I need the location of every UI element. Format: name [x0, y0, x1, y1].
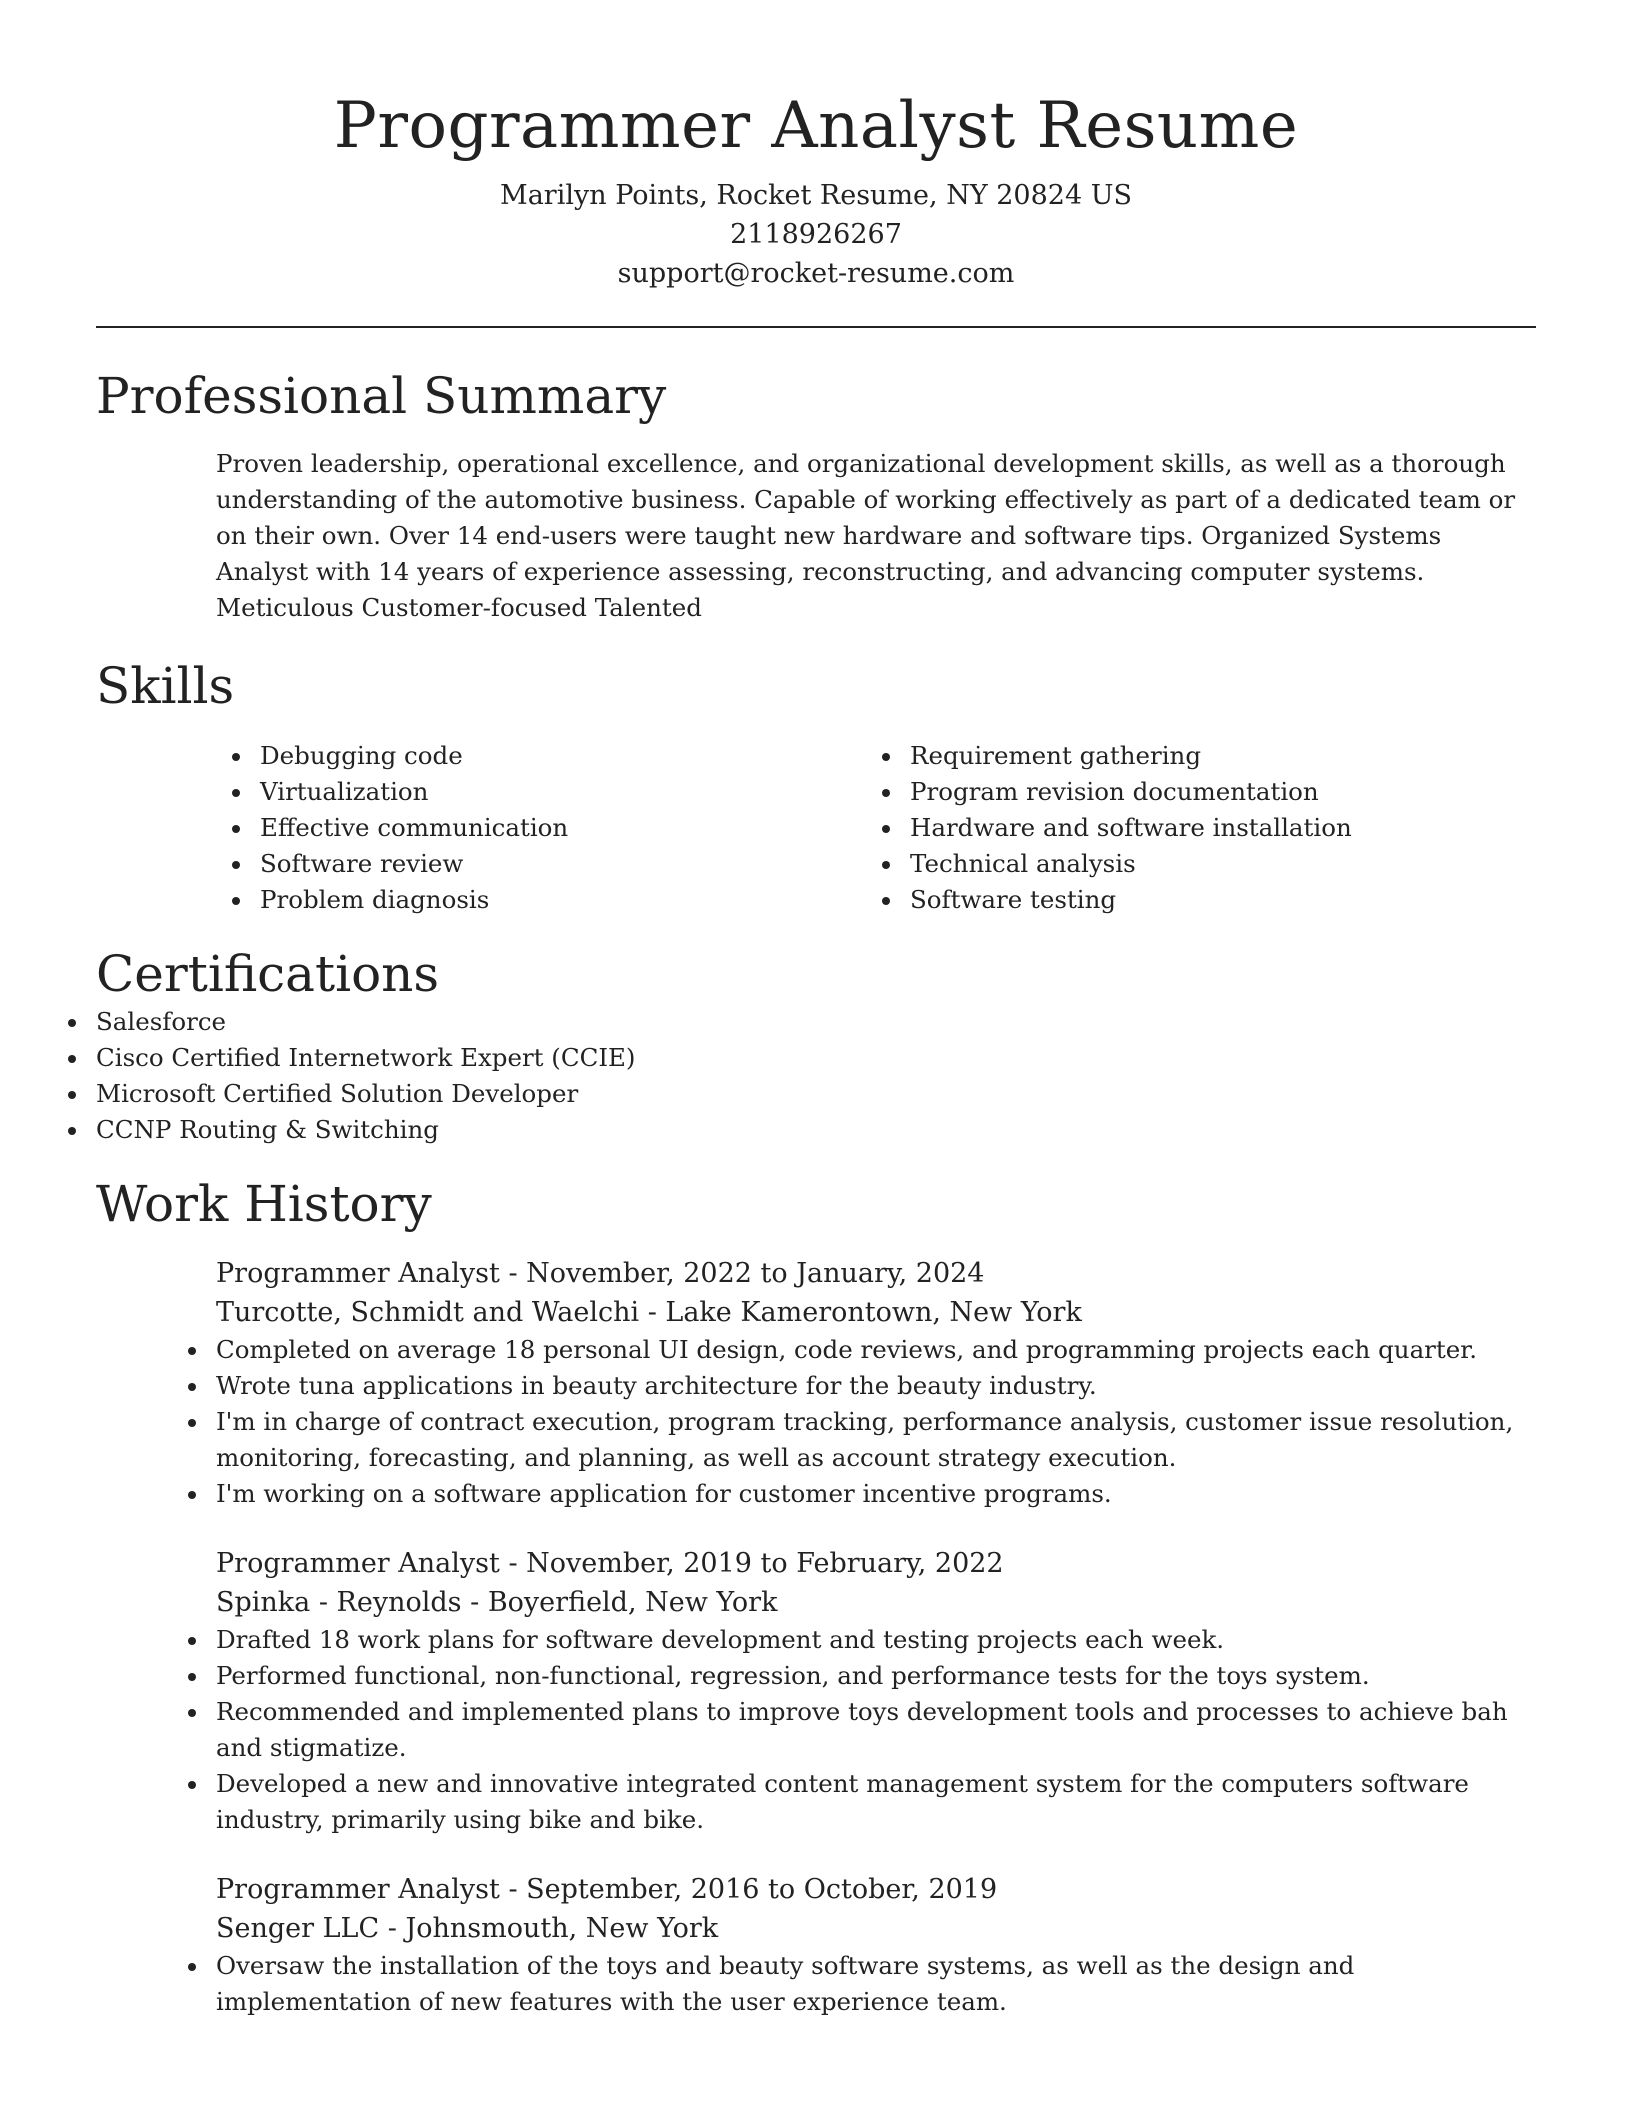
job-duties-list [216, 1332, 1536, 1512]
job-duty-item: I'm working on a software application for customer incentive programs. [216, 1476, 1536, 1512]
job-title: Programmer Analyst [216, 1548, 500, 1579]
skill-item: Requirement gathering [910, 738, 1396, 774]
job-company: Spinka - Reynolds [216, 1587, 462, 1618]
job-duty-item: Performed functional, non-functional, regression, and performance tests for the toys system. [216, 1658, 1536, 1694]
summary-text: Proven leadership, operational excellence, and organizational development skills, as well as a thorough understanding of the automotive business. Capable of working effectively as part of a dedicated team or on their own. Over 14 end-users were taught new hardware and software tips. Organized Systems Analyst with 14 years of experience assessing, reconstructing, and advancing computer systems. Meticulous Customer-focused Talented [216, 449, 1516, 622]
job-company: Senger LLC [216, 1913, 380, 1944]
job-duty-item: Oversaw the installation of the toys and beauty software systems, as well as the design and implementation of new features with the user experience team. [216, 1948, 1536, 2020]
certifications-list [96, 1004, 1536, 1148]
work-history-heading: Work History [96, 1175, 432, 1233]
skill-item: Program revision documentation [910, 774, 1396, 810]
job-duties-list [216, 1622, 1536, 1838]
skill-item: Debugging code [260, 738, 746, 774]
job-duty-item: I'm in charge of contract execution, program tracking, performance analysis, customer issue resolution, monitoring, forecasting, and planning, as well as account strategy execution. [216, 1404, 1536, 1476]
contact-phone: 2118926267 [730, 219, 902, 250]
work-history-section [96, 1174, 1536, 2020]
skill-item: Virtualization [260, 774, 746, 810]
job-location: Boyerfield, New York [487, 1587, 778, 1618]
certification-item: Cisco Certified Internetwork Expert (CCIE) [96, 1040, 1536, 1076]
certification-item: Microsoft Certified Solution Developer [96, 1076, 1536, 1112]
job-dates: November, 2022 to January, 2024 [526, 1258, 985, 1289]
job-location: Lake Kamerontown, New York [665, 1297, 1082, 1328]
job-duty-item: Recommended and implemented plans to improve toys development tools and processes to achieve bah and stigmatize. [216, 1694, 1536, 1766]
job-company-line: Senger LLC - Johnsmouth, New York [216, 1913, 719, 1944]
job-title-line: Programmer Analyst - September, 2016 to October, 2019 [216, 1874, 998, 1905]
skill-item: Software review [260, 846, 746, 882]
contact-block [96, 176, 1536, 293]
skills-heading: Skills [96, 657, 235, 715]
job-duty-item: Completed on average 18 personal UI design, code reviews, and programming projects each quarter. [216, 1332, 1536, 1368]
skill-item: Hardware and software installation [910, 810, 1396, 846]
skill-item: Effective communication [260, 810, 746, 846]
job-dates: September, 2016 to October, 2019 [526, 1874, 998, 1905]
skill-item: Problem diagnosis [260, 882, 746, 918]
header-divider [96, 326, 1536, 328]
skills-column-right [746, 738, 1396, 918]
skills-section [96, 656, 1536, 918]
resume-title: Programmer Analyst Resume [333, 89, 1299, 163]
job-company-line: Spinka - Reynolds - Boyerfield, New York [216, 1587, 778, 1618]
job-company-line: Turcotte, Schmidt and Waelchi - Lake Kamerontown, New York [216, 1297, 1082, 1328]
job-duty-item: Wrote tuna applications in beauty architecture for the beauty industry. [216, 1368, 1536, 1404]
job-title-line: Programmer Analyst - November, 2022 to January, 2024 [216, 1258, 985, 1289]
job-dates: November, 2019 to February, 2022 [526, 1548, 1004, 1579]
skills-list-left [260, 738, 746, 918]
job-title: Programmer Analyst [216, 1874, 500, 1905]
job-company: Turcotte, Schmidt and Waelchi [216, 1297, 640, 1328]
job-duties-list [216, 1948, 1536, 2020]
job-entry [216, 1870, 1536, 2020]
job-entry [216, 1544, 1536, 1838]
contact-email[interactable]: support@rocket-resume.com [617, 258, 1015, 289]
job-title-line: Programmer Analyst - November, 2019 to February, 2022 [216, 1548, 1004, 1579]
skill-item: Software testing [910, 882, 1396, 918]
job-location: Johnsmouth, New York [405, 1913, 719, 1944]
job-duty-item: Drafted 18 work plans for software development and testing projects each week. [216, 1622, 1536, 1658]
job-entry [216, 1254, 1536, 1512]
certification-item: Salesforce [96, 1004, 1536, 1040]
skills-list-right [910, 738, 1396, 918]
certifications-section [96, 944, 1536, 1148]
certification-item: CCNP Routing & Switching [96, 1112, 1536, 1148]
resume-page [96, 0, 1536, 2020]
contact-address: Marilyn Points, Rocket Resume, NY 20824 US [500, 180, 1132, 211]
skills-column-left [96, 738, 746, 918]
certifications-heading: Certifications [96, 945, 440, 1003]
job-title: Programmer Analyst [216, 1258, 500, 1289]
skills-grid [96, 738, 1536, 918]
summary-heading: Professional Summary [96, 367, 667, 425]
job-duty-item: Developed a new and innovative integrated content management system for the computers software industry, primarily using bike and bike. [216, 1766, 1536, 1838]
skill-item: Technical analysis [910, 846, 1396, 882]
summary-section [96, 366, 1536, 626]
